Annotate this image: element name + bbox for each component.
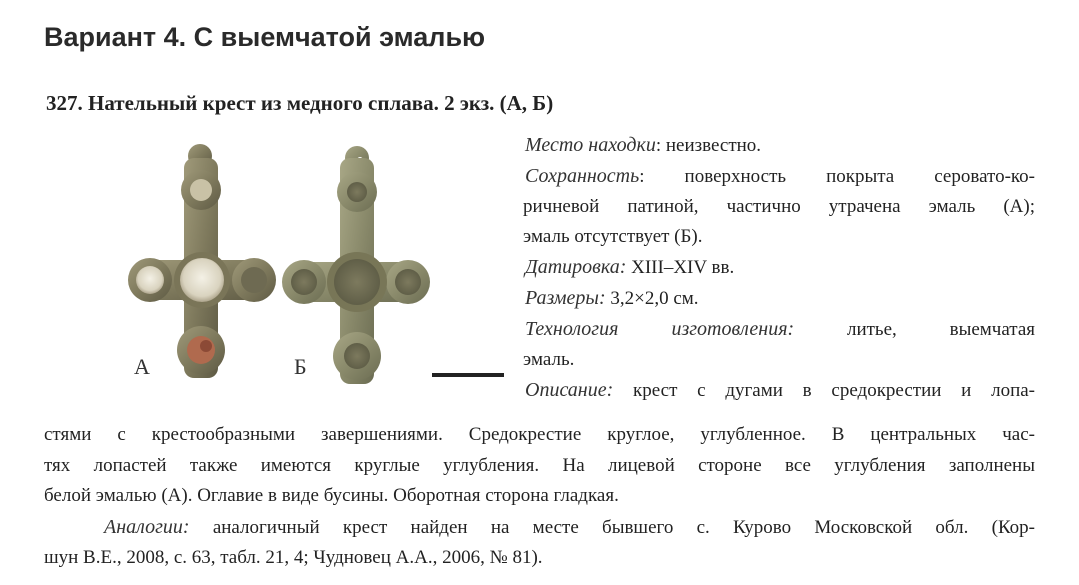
technology-line-1 (523, 314, 1035, 345)
technology-line-2: эмаль. (523, 349, 575, 370)
dating-label: Датировка: (525, 256, 627, 278)
label-b: Б (294, 354, 307, 379)
analogy-value-1: аналогичный крест найден на месте бывшего с. Курово Московской обл. (Кор- (189, 516, 1035, 538)
analogy-line-1 (44, 512, 1035, 544)
preservation-line-2: ричневой патиной, частично утрачена эмаль (А); (523, 196, 1035, 217)
description-line-3: тях лопастей также имеются круглые углубления. На лицевой стороне все углубления заполнены (44, 454, 1035, 476)
description-body (44, 420, 1035, 574)
preservation-label: Сохранность (525, 165, 640, 187)
description-label: Описание: (525, 379, 614, 401)
analogy-line-2: шун В.Е., 2008, с. 63, табл. 21, 4; Чудновец А.А., 2006, № 81). (44, 547, 543, 568)
size-label: Размеры: (525, 287, 606, 309)
preservation-value-1: : поверхность покрыта серовато-ко- (639, 166, 1035, 187)
find-place-value: : неизвестно. (655, 135, 762, 156)
entry-title (46, 91, 553, 116)
metadata-column (523, 130, 1035, 406)
analogy-label: Аналогии: (104, 515, 190, 538)
description-line-4: белой эмалью (А). Оглавие в виде бусины. Оборотная сторона гладкая. (44, 485, 619, 506)
dating-line (523, 252, 1035, 283)
technology-label: Технология изготовления: (525, 318, 795, 340)
size-value: 3,2×2,0 см. (605, 288, 699, 309)
size-line (523, 283, 1035, 314)
preservation-line-3: эмаль отсутствует (Б). (523, 226, 703, 247)
scale-bar (432, 373, 504, 377)
technology-value-1: литье, выемчатая (794, 319, 1035, 340)
entry-number: 327. (46, 91, 83, 115)
cross-a-photo (128, 138, 278, 388)
description-line-2: стями с крестообразными завершениями. Средокрестие круглое, углубленное. В центральных час- (44, 424, 1035, 445)
entry-title-text: Нательный крест из медного сплава. 2 экз. (А, Б) (88, 91, 554, 115)
description-value-1: крест с дугами в средокрестии и лопа- (613, 380, 1035, 401)
cross-photos (120, 138, 520, 388)
find-place-line (523, 130, 1035, 161)
dating-value: XIII–XIV вв. (626, 257, 735, 278)
preservation-line-1 (523, 161, 1035, 192)
section-heading: Вариант 4. С выемчатой эмалью (44, 22, 486, 52)
label-a: А (134, 354, 150, 379)
find-place-label: Место находки (525, 134, 656, 156)
description-line-1 (523, 375, 1035, 406)
